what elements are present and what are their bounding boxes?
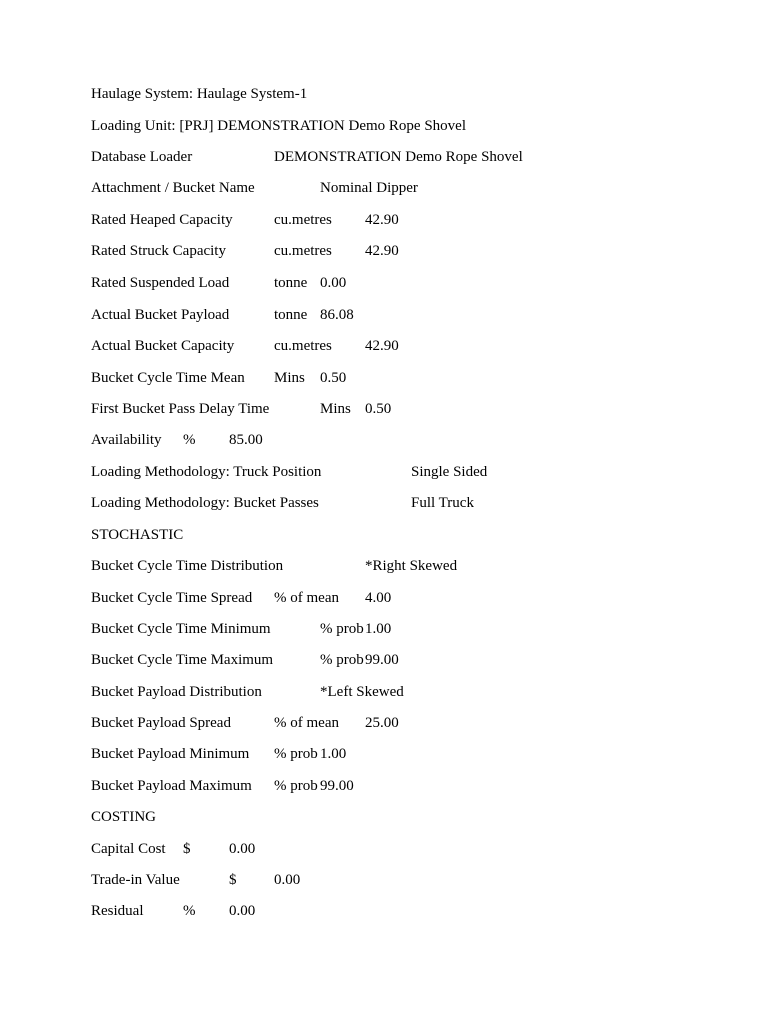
attachment-bucket-value: Nominal Dipper [320,180,418,196]
payload-maximum-value: 99.00 [320,778,354,794]
truck-position-line [91,462,488,482]
cycle-time-distribution-label: Bucket Cycle Time Distribution [91,558,284,574]
truck-position-label: Loading Methodology: Truck Position [91,464,322,480]
bucket-cycle-time-mean-line [91,368,347,388]
cycle-time-minimum-line [91,619,392,639]
costing-heading-text: COSTING [91,809,157,825]
capital-cost-label: Capital Cost [91,841,166,857]
cycle-time-spread-line [91,588,392,608]
actual-bucket-capacity-label: Actual Bucket Capacity [91,338,235,354]
rated-struck-capacity-unit: cu.metres [274,243,332,259]
loading-unit-text: Loading Unit: [PRJ] DEMONSTRATION Demo Rope Shovel [91,118,466,134]
payload-spread-value: 25.00 [365,715,399,731]
payload-distribution-value: *Left Skewed [320,684,404,700]
payload-minimum-value: 1.00 [320,746,347,762]
actual-bucket-capacity-unit: cu.metres [274,338,332,354]
payload-maximum-label: Bucket Payload Maximum [91,778,252,794]
cycle-time-minimum-unit: % prob [320,621,364,637]
rated-suspended-load-unit: tonne [274,275,308,291]
cycle-time-spread-label: Bucket Cycle Time Spread [91,590,253,606]
bucket-cycle-time-mean-unit: Mins [274,370,305,386]
trade-in-value-line [91,870,301,890]
cycle-time-maximum-line [91,650,399,670]
availability-value: 85.00 [229,432,263,448]
payload-maximum-unit: % prob [274,778,318,794]
bucket-cycle-time-mean-value: 0.50 [320,370,347,386]
cycle-time-minimum-value: 1.00 [365,621,392,637]
residual-line [91,901,256,921]
database-loader-value: DEMONSTRATION Demo Rope Shovel [274,149,523,165]
database-loader-line [91,147,523,167]
residual-label: Residual [91,903,144,919]
cycle-time-distribution-line [91,556,458,576]
first-bucket-pass-delay-line [91,399,392,419]
first-bucket-pass-delay-value: 0.50 [365,401,392,417]
cycle-time-distribution-value: *Right Skewed [365,558,458,574]
rated-suspended-load-value: 0.00 [320,275,347,291]
attachment-bucket-label: Attachment / Bucket Name [91,180,255,196]
attachment-bucket-line [91,178,418,198]
cycle-time-minimum-label: Bucket Cycle Time Minimum [91,621,271,637]
truck-position-value: Single Sided [411,464,488,480]
database-loader-label: Database Loader [91,149,193,165]
payload-minimum-line [91,744,347,764]
rated-suspended-load-line [91,273,347,293]
cycle-time-maximum-label: Bucket Cycle Time Maximum [91,652,274,668]
residual-value: 0.00 [229,903,256,919]
payload-maximum-line [91,776,354,796]
capital-cost-value: 0.00 [229,841,256,857]
rated-suspended-load-label: Rated Suspended Load [91,275,230,291]
rated-struck-capacity-value: 42.90 [365,243,399,259]
loading-unit-line [91,116,466,136]
cycle-time-spread-unit: % of mean [274,590,339,606]
rated-heaped-capacity-line [91,210,399,230]
bucket-passes-line [91,493,474,513]
actual-bucket-payload-unit: tonne [274,307,308,323]
payload-minimum-label: Bucket Payload Minimum [91,746,250,762]
bucket-cycle-time-mean-label: Bucket Cycle Time Mean [91,370,245,386]
cycle-time-maximum-unit: % prob [320,652,364,668]
payload-spread-label: Bucket Payload Spread [91,715,231,731]
rated-heaped-capacity-value: 42.90 [365,212,399,228]
stochastic-heading-text: STOCHASTIC [91,527,184,543]
payload-distribution-line [91,682,404,702]
haulage-system-line [91,84,308,104]
cycle-time-maximum-value: 99.00 [365,652,399,668]
availability-line [91,430,263,450]
capital-cost-unit: $ [183,841,191,857]
capital-cost-line [91,839,256,859]
bucket-passes-value: Full Truck [411,495,474,511]
actual-bucket-payload-line [91,305,354,325]
trade-in-value-value: 0.00 [274,872,301,888]
rated-struck-capacity-label: Rated Struck Capacity [91,243,226,259]
payload-distribution-label: Bucket Payload Distribution [91,684,262,700]
payload-spread-line [91,713,399,733]
actual-bucket-payload-label: Actual Bucket Payload [91,307,230,323]
cycle-time-spread-value: 4.00 [365,590,392,606]
residual-unit: % [183,903,196,919]
rated-heaped-capacity-unit: cu.metres [274,212,332,228]
bucket-passes-label: Loading Methodology: Bucket Passes [91,495,319,511]
availability-unit: % [183,432,196,448]
costing-heading [91,807,157,827]
actual-bucket-payload-value: 86.08 [320,307,354,323]
first-bucket-pass-delay-label: First Bucket Pass Delay Time [91,401,270,417]
rated-struck-capacity-line [91,241,399,261]
actual-bucket-capacity-line [91,336,399,356]
rated-heaped-capacity-label: Rated Heaped Capacity [91,212,233,228]
trade-in-value-label: Trade-in Value [91,872,180,888]
stochastic-heading [91,525,184,545]
availability-label: Availability [91,432,162,448]
haulage-system-text: Haulage System: Haulage System-1 [91,86,308,102]
actual-bucket-capacity-value: 42.90 [365,338,399,354]
trade-in-value-unit: $ [229,872,237,888]
payload-minimum-unit: % prob [274,746,318,762]
first-bucket-pass-delay-unit: Mins [320,401,351,417]
payload-spread-unit: % of mean [274,715,339,731]
